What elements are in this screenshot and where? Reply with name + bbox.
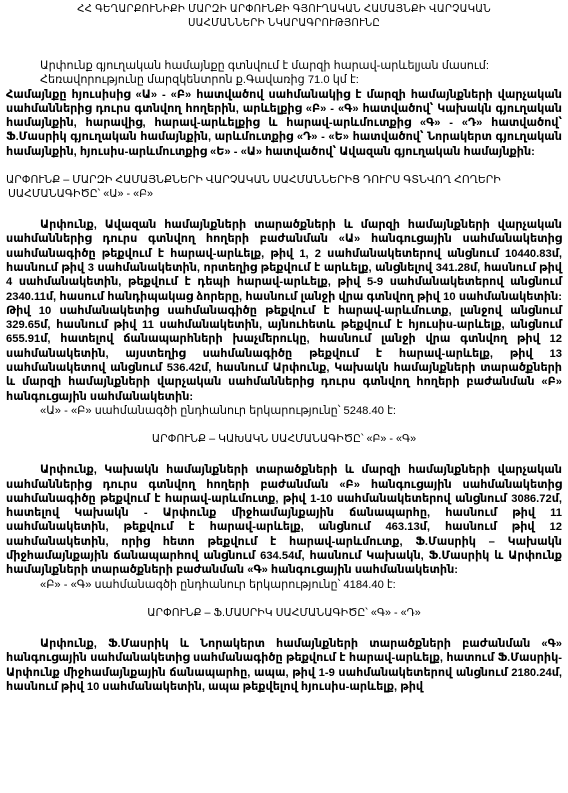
section-g-d-body: Արփունք, Ֆ.Մասրիկ և Նորակերտ համայնքների տարածքների բաժանման «Գ» հանգուցային սահմանակետից սահմանագիծը թեքվում է հարավ-արևելք, հատում Ֆ.Մասրիկ-Արփունք միջհամայնքային ճանապարհը, ապա, թիվ 1-9 սահմանակետերով անցնում 2180.24մ, հասնում թիվ 10 սահմանակետին, ապա թեքվելով հյուսիս-արևելք, թիվ — [6, 637, 562, 693]
section-b-g-heading: ԱՐՓՈՒՆՔ – ԿԱԽԱԿՆ ՍԱՀՄԱՆԱԳԻԾԸ՝ «Բ» - «Գ» — [151, 433, 417, 446]
section-a-b-heading-line-2: ՍԱՀՄԱՆԱԳԻԾԸ՝ «Ա» - «Բ» — [8, 188, 154, 201]
section-b-g-summary: «Բ» - «Գ» սահմանագծի ընդհանուր երկարությունը՝ 4184.40 է: — [40, 578, 396, 591]
document-title-line-1: ՀՀ ԳԵՂԱՐՔՈՒՆԻՔԻ ՄԱՐԶԻ ԱՐՓՈՒՆՔԻ ԳՅՈՒՂԱԿԱՆ ՀԱՄԱՅՆՔԻ ՎԱՐՉԱԿԱՆ — [77, 4, 491, 15]
section-a-b-body: Արփունք, Ավազան համայնքների տարածքների և մարզի համայնքների վարչական սահմաններից դուրս գտնվող հողերի բաժանման «Ա» հանգուցային սահմանակետից սահմանագիծը թեքվում է հարավ-արևելք, թիվ 1, 2 սահմանակետերով անցնում 10440.83մ, հասնում թիվ 3 սահմանակետին, որտեղից թեքվում է արևելք, անցնելով 341.28մ, հասնում թիվ 4 սահմանակետին, թեքվում է դեպի հարավ-արևելք, թիվ 5-9 սահմանակետերով անցնում 2340.11մ, հասում հանդիպակաց ձորերը, հասնում լանջի վրա գտնվող թիվ 10 սահմանակետին: Թիվ 10 սահմանակետից սահմանագիծը թեքվում է հարավ-արևմուտք, լանջով անցնում 329.65մ, հասնում թիվ 11 սահմանակետին, այնուհետև թեքվում է հյուսիս-արևելք, անցնում 655.91մ, հատելով ճանապարհների խաչմերուկը, հասնում լանջի վրա գտնվող թիվ 12 սահմանակետին, այստեղից սահմանագիծը թեքվում է հարավ-արևելք, թիվ 13 սահմանակետով անցնում 536.42մ, հասնում Արփունք, Կախակն համայնքների տարածքների և մարզի համայնքների վարչական սահմաններից դուրս գտնվող հողերի բաժանման «Բ» հանգուցային սահմանակետին: — [6, 219, 562, 403]
section-a-b-summary: «Ա» - «Բ» սահմանագծի ընդհանուր երկարությունը՝ 5248.40 է: — [40, 404, 396, 417]
section-a-b-heading-line-1: ԱՐՓՈՒՆՔ – ՄԱՐԶԻ ՀԱՄԱՅՆՔՆԵՐԻ ՎԱՐՉԱԿԱՆ ՍԱՀՄԱՆՆԵՐԻՑ ԴՈՒՐՍ ԳՏՆՎՈՂ ՀՈՂԵՐԻ — [6, 174, 501, 187]
intro-paragraph-distance: Հեռավորությունը մարզկենտրոն ք.Գավառից 71.0 կմ է: — [40, 74, 359, 87]
section-b-g-body: Արփունք, Կախակն համայնքների տարածքների և մարզի համայնքների վարչական սահմաններից դուրս գտնվող հողերի բաժանման «Բ» հանգուցային սահմանակետից սահմանագիծը թեքվում է հարավ-արևմուտք, թիվ 1-10 սահմանակետերով անցնում 3086.72մ, հատելով Կախակն - Արփունք միջհամայնքային ճանապարհը, հասնում թիվ 11 սահմանակետին, թեքվում է հարավ-արևելք, անցնում 463.13մ, հասնում թիվ 12 սահմանակետին, որից հետո թեքվում է հարավ-արևմուտք, Ֆ.Մասրիկ – Կախակն միջհամայնքային ճանապարհով անցնում 634.54մ, հասնում Կախակն, Ֆ.Մասրիկ և Արփունք համայնքների տարածքների բաժանման «Գ» հանգուցային սահմանակետին: — [6, 464, 562, 577]
intro-paragraph-location: Արփունք գյուղական համայնքը գտնվում է մարզի հարավ-արևելյան մասում: — [40, 60, 489, 72]
document-title-line-2: ՍԱՀՄԱՆՆԵՐԻ ՆԿԱՐԱԳՐՈՒԹՅՈՒՆԸ — [187, 18, 381, 29]
section-g-d-heading: ԱՐՓՈՒՆՔ – Ֆ.ՄԱՍՐԻԿ ՍԱՀՄԱՆԱԳԻԾԸ՝ «Գ» - «Դ» — [147, 606, 421, 619]
section-a-b — [6, 173, 562, 418]
intro-paragraph-borders: Համայնքը հյուսիսից «Ա» - «Բ» հատվածով սահմանակից է մարզի համայնքների վարչական սահմաններից դուրս գտնվող հողերին, արևելքից «Բ» - «Գ» հատվածով՝ Կախակն գյուղական համայնքին, հարավից, հարավ-արևելքից և հարավ-արևմուտքից «Գ» - «Դ» հատվածով՝ Ֆ.Մասրիկ գյուղական համայնքին, արևմուտքից «Դ» - «Ե» հատվածով՝ Նորակերտ գյուղական համայնքին, հյուսիս-արևմուտքից «Ե» - «Ա» հատվածով՝ Ավազան գյուղական համայնքին: — [6, 88, 562, 158]
section-g-d — [6, 606, 562, 694]
intro-section — [6, 59, 562, 159]
section-a-b-heading — [6, 173, 562, 201]
section-b-g — [6, 432, 562, 592]
document-title — [6, 3, 562, 31]
